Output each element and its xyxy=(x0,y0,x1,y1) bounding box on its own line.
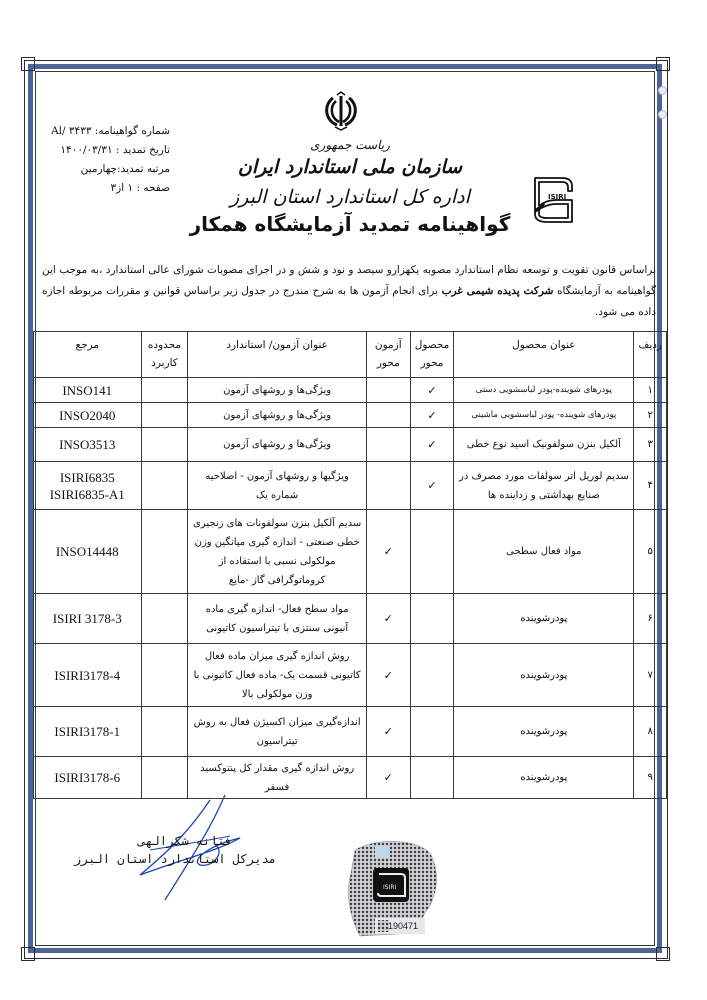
table-row xyxy=(34,403,667,428)
seal-serial-number: 190471 xyxy=(388,921,419,931)
signatory-name: فتانه شکرالهی xyxy=(138,834,232,848)
frame-corner-top-right xyxy=(656,57,670,71)
header-test-based: آزمون محور xyxy=(366,332,410,378)
product-title: پودرهای شوینده-پودر لباسشویی دستی xyxy=(454,378,634,403)
table-row xyxy=(34,707,667,757)
test-title: ویژگیها و روشهای آزمون - اصلاحیه شماره یک xyxy=(188,462,366,510)
check-mark-icon: ✓ xyxy=(383,545,393,558)
product-title: پودرشوینده xyxy=(454,707,634,757)
table-row xyxy=(34,378,667,403)
intro-text-part2: برای انجام آزمون ها به شرح مندرج در جدول زیر براساس قوانین و مقررات مربوطه اجازه داده می شود. xyxy=(42,285,656,318)
scope-cell xyxy=(141,403,188,428)
company-name: شرکت پدیده شیمی غرب xyxy=(441,285,554,297)
check-mark-icon: ✓ xyxy=(427,408,437,422)
certificate-info xyxy=(40,122,170,198)
table-row xyxy=(34,428,667,462)
product-title: پودرشوینده xyxy=(454,594,634,644)
reference-standard: ISIRI3178-4 xyxy=(34,644,142,707)
reference-standard: INSO3513 xyxy=(34,428,142,462)
row-number: ۱ xyxy=(634,378,667,403)
check-mark-icon: ✓ xyxy=(383,612,393,625)
row-number: ۹ xyxy=(634,757,667,799)
scope-cell xyxy=(141,510,188,594)
reference-line: ISIRI6835-A1 xyxy=(49,486,125,502)
frame-corner-bottom-right xyxy=(656,947,670,961)
test-title: ویژگی‌ها و روشهای آزمون xyxy=(188,378,366,403)
product-based-mark xyxy=(410,378,454,403)
test-title: روش اندازه گیری مقدار کل پنتوکسید فسفر xyxy=(188,757,366,799)
certificate-title: گواهینامه تمدید آزمایشگاه همکار xyxy=(189,212,511,236)
header-test-title: عنوان آزمون/ استاندارد xyxy=(188,332,366,378)
page-number: صفحه : ۱ از۳ xyxy=(110,182,170,194)
product-based-mark xyxy=(410,403,454,428)
product-based-mark xyxy=(410,707,454,757)
reference-standard: INSO2040 xyxy=(34,403,142,428)
row-number: ۷ xyxy=(634,644,667,707)
row-number: ۲ xyxy=(634,403,667,428)
table-header-row xyxy=(34,332,667,378)
renewal-round: مرتبه تمدید:چهارمین xyxy=(80,163,170,175)
product-based-mark xyxy=(410,462,454,510)
organization-name: سازمان ملی استاندارد ایران xyxy=(237,156,463,178)
tests-table xyxy=(33,331,667,799)
row-number: ۸ xyxy=(634,707,667,757)
product-title: پودرشوینده xyxy=(454,757,634,799)
reference-standard xyxy=(34,462,142,510)
row-number: ۳ xyxy=(634,428,667,462)
scope-cell xyxy=(141,428,188,462)
punch-hole-icon xyxy=(658,110,667,119)
scope-cell xyxy=(141,707,188,757)
scope-cell xyxy=(141,378,188,403)
scope-cell xyxy=(141,594,188,644)
check-mark-icon: ✓ xyxy=(383,771,393,784)
punch-hole-icon xyxy=(658,86,667,95)
table-row xyxy=(34,510,667,594)
table-row xyxy=(34,644,667,707)
reference-standard: ISIRI 3178-3 xyxy=(34,594,142,644)
frame-corner-bottom-left xyxy=(21,947,35,961)
header-scope: محدوده کاربرد xyxy=(141,332,188,378)
certificate-number: شماره گواهینامه: Al/ ۳۴۳۳ xyxy=(51,125,170,137)
intro-paragraph xyxy=(42,260,656,323)
product-title: پودرشوینده xyxy=(454,644,634,707)
product-title: مواد فعال سطحی xyxy=(454,510,634,594)
scope-cell xyxy=(141,462,188,510)
scope-cell xyxy=(141,644,188,707)
test-based-mark xyxy=(366,594,410,644)
renewal-date: تاریخ تمدید : ۱۴۰۰/۰۳/۳۱ xyxy=(60,144,170,156)
product-based-mark xyxy=(410,644,454,707)
check-mark-icon: ✓ xyxy=(427,438,437,451)
test-based-mark xyxy=(366,428,410,462)
isiri-logo-icon xyxy=(532,176,578,224)
department-name: اداره کل استاندارد استان البرز xyxy=(230,186,470,208)
svg-text:ISIRI: ISIRI xyxy=(383,884,397,891)
header-product-title: عنوان محصول xyxy=(454,332,634,378)
product-based-mark xyxy=(410,594,454,644)
test-title: روش اندازه گیری میزان ماده فعال کاتیونی قسمت یک- ماده فعال کاتیونی با وزن مولکولی بالا xyxy=(188,644,366,707)
product-title: پودرهای شوینده- پودر لباسشویی ماشینی xyxy=(454,403,634,428)
test-title: ویژگی‌ها و روشهای آزمون xyxy=(188,428,366,462)
reference-standard: ISIRI3178-6 xyxy=(34,757,142,799)
product-based-mark xyxy=(410,510,454,594)
check-mark-icon: ✓ xyxy=(383,725,393,738)
row-number: ۵ xyxy=(634,510,667,594)
signatory-title: مدیرکل استاندارد استان البرز xyxy=(73,852,277,866)
test-title: اندازه‌گیری میزان اکسیژن فعال به روش تیتراسیون xyxy=(188,707,366,757)
table-row xyxy=(34,757,667,799)
test-based-mark xyxy=(366,757,410,799)
iran-emblem-icon xyxy=(320,90,362,132)
reference-standard: ISIRI3178-1 xyxy=(34,707,142,757)
test-based-mark xyxy=(366,644,410,707)
check-mark-icon: ✓ xyxy=(383,668,393,682)
product-title: سدیم لوریل اتر سولفات مورد مصرف در صنایع بهداشتی و زداینده ها xyxy=(454,462,634,510)
table-row xyxy=(34,462,667,510)
reference-line: ISIRI6835 xyxy=(59,469,115,485)
product-title: آلکیل بنزن سولفونیک اسید نوع خطی xyxy=(454,428,634,462)
test-title: مواد سطح فعال- اندازه گیری ماده آنیونی سنتزی با تیتراسیون کاتیونی xyxy=(188,594,366,644)
header-reference: مرجع xyxy=(34,332,142,378)
reference-standard: INSO141 xyxy=(34,378,142,403)
header-product-based: محصول محور xyxy=(410,332,454,378)
presidency-label: ریاست جمهوری xyxy=(310,138,390,152)
check-mark-icon: ✓ xyxy=(427,479,437,492)
test-based-mark xyxy=(366,510,410,594)
frame-corner-top-left xyxy=(21,57,35,71)
test-title: سدیم آلکیل بنزن سولفونات های زنجیری خطی صنعتی - اندازه گیری میانگین وزن مولکولی نسبی با استفاده از کروماتوگرافی گاز -مایع xyxy=(188,510,366,594)
svg-text:ISIRI: ISIRI xyxy=(548,193,567,201)
check-mark-icon: ✓ xyxy=(427,383,437,397)
reference-standard: INSO14448 xyxy=(34,510,142,594)
row-number: ۶ xyxy=(634,594,667,644)
product-based-mark xyxy=(410,757,454,799)
test-based-mark xyxy=(366,378,410,403)
test-based-mark xyxy=(366,462,410,510)
test-based-mark xyxy=(366,403,410,428)
product-based-mark xyxy=(410,428,454,462)
test-based-mark xyxy=(366,707,410,757)
intro-text-part1: براساس قانون تقویت و توسعه نظام استاندارد مصوبه یکهزارو سیصد و نود و شش و در اجرای مصوبات شورای عالی استاندارد ،به موجب این گواهینامه به آزمایشگاه xyxy=(42,264,656,297)
table-row xyxy=(34,594,667,644)
test-title: ویژگی‌ها و روشهای آزمون xyxy=(188,403,366,428)
header-row-number: ردیف xyxy=(634,332,667,378)
row-number: ۴ xyxy=(634,462,667,510)
